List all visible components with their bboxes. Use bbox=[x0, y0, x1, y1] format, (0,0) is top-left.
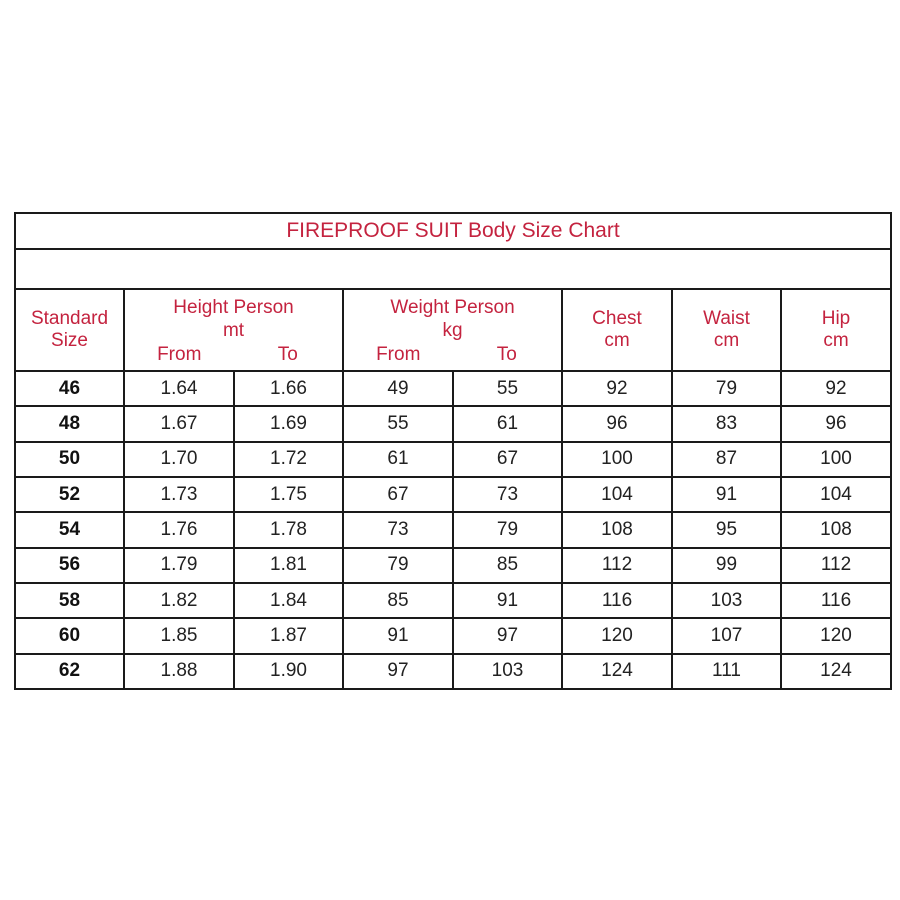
size-cell: 52 bbox=[15, 477, 124, 512]
weight-from-cell: 67 bbox=[343, 477, 453, 512]
table-row bbox=[15, 548, 891, 583]
weight-from-cell: 73 bbox=[343, 512, 453, 547]
header-height-to: To bbox=[277, 344, 298, 365]
chest-cell: 120 bbox=[562, 618, 672, 653]
size-cell: 62 bbox=[15, 654, 124, 689]
weight-to-cell: 79 bbox=[453, 512, 562, 547]
header-waist: Waist cm bbox=[672, 289, 781, 371]
height-to-cell: 1.78 bbox=[234, 512, 343, 547]
waist-cell: 95 bbox=[672, 512, 781, 547]
size-cell: 46 bbox=[15, 371, 124, 406]
chest-cell: 124 bbox=[562, 654, 672, 689]
table-row bbox=[15, 512, 891, 547]
waist-cell: 87 bbox=[672, 442, 781, 477]
weight-to-cell: 91 bbox=[453, 583, 562, 618]
height-to-cell: 1.72 bbox=[234, 442, 343, 477]
hip-cell: 112 bbox=[781, 548, 891, 583]
waist-cell: 99 bbox=[672, 548, 781, 583]
height-to-cell: 1.90 bbox=[234, 654, 343, 689]
height-from-cell: 1.88 bbox=[124, 654, 234, 689]
table-row bbox=[15, 442, 891, 477]
hip-cell: 92 bbox=[781, 371, 891, 406]
chest-cell: 116 bbox=[562, 583, 672, 618]
chest-cell: 92 bbox=[562, 371, 672, 406]
weight-to-cell: 61 bbox=[453, 406, 562, 441]
header-hip: Hip cm bbox=[781, 289, 891, 371]
header-height-from: From bbox=[157, 344, 202, 365]
weight-from-cell: 97 bbox=[343, 654, 453, 689]
table-row bbox=[15, 654, 891, 689]
table-row bbox=[15, 583, 891, 618]
header-weight-from: From bbox=[376, 344, 421, 365]
chest-cell: 112 bbox=[562, 548, 672, 583]
size-chart-table bbox=[14, 212, 892, 690]
table-row bbox=[15, 618, 891, 653]
hip-cell: 120 bbox=[781, 618, 891, 653]
waist-cell: 107 bbox=[672, 618, 781, 653]
size-cell: 56 bbox=[15, 548, 124, 583]
weight-to-cell: 73 bbox=[453, 477, 562, 512]
header-chest: Chest cm bbox=[562, 289, 672, 371]
height-from-cell: 1.70 bbox=[124, 442, 234, 477]
height-from-cell: 1.82 bbox=[124, 583, 234, 618]
height-to-cell: 1.84 bbox=[234, 583, 343, 618]
header-weight-person: Weight Person kg From To bbox=[343, 289, 562, 371]
hip-cell: 116 bbox=[781, 583, 891, 618]
table-row bbox=[15, 477, 891, 512]
waist-cell: 83 bbox=[672, 406, 781, 441]
height-to-cell: 1.66 bbox=[234, 371, 343, 406]
height-to-cell: 1.75 bbox=[234, 477, 343, 512]
weight-to-cell: 97 bbox=[453, 618, 562, 653]
table-row bbox=[15, 406, 891, 441]
weight-from-cell: 55 bbox=[343, 406, 453, 441]
table-row bbox=[15, 371, 891, 406]
weight-from-cell: 61 bbox=[343, 442, 453, 477]
chest-cell: 100 bbox=[562, 442, 672, 477]
chest-cell: 104 bbox=[562, 477, 672, 512]
weight-to-cell: 55 bbox=[453, 371, 562, 406]
waist-cell: 103 bbox=[672, 583, 781, 618]
chart-body bbox=[15, 371, 891, 689]
waist-cell: 79 bbox=[672, 371, 781, 406]
height-to-cell: 1.81 bbox=[234, 548, 343, 583]
weight-to-cell: 67 bbox=[453, 442, 562, 477]
chest-cell: 108 bbox=[562, 512, 672, 547]
size-cell: 50 bbox=[15, 442, 124, 477]
hip-cell: 124 bbox=[781, 654, 891, 689]
height-to-cell: 1.69 bbox=[234, 406, 343, 441]
chest-cell: 96 bbox=[562, 406, 672, 441]
height-from-cell: 1.67 bbox=[124, 406, 234, 441]
height-to-cell: 1.87 bbox=[234, 618, 343, 653]
weight-from-cell: 49 bbox=[343, 371, 453, 406]
height-from-cell: 1.73 bbox=[124, 477, 234, 512]
hip-cell: 100 bbox=[781, 442, 891, 477]
height-from-cell: 1.76 bbox=[124, 512, 234, 547]
hip-cell: 108 bbox=[781, 512, 891, 547]
weight-from-cell: 91 bbox=[343, 618, 453, 653]
height-from-cell: 1.64 bbox=[124, 371, 234, 406]
chart-title: FIREPROOF SUIT Body Size Chart bbox=[15, 213, 891, 249]
size-cell: 58 bbox=[15, 583, 124, 618]
header-height-person: Height Person mt From To bbox=[124, 289, 343, 371]
header-standard-size: Standard Size bbox=[15, 289, 124, 371]
waist-cell: 111 bbox=[672, 654, 781, 689]
hip-cell: 104 bbox=[781, 477, 891, 512]
weight-from-cell: 85 bbox=[343, 583, 453, 618]
weight-to-cell: 85 bbox=[453, 548, 562, 583]
height-from-cell: 1.79 bbox=[124, 548, 234, 583]
waist-cell: 91 bbox=[672, 477, 781, 512]
blank-row bbox=[15, 249, 891, 289]
size-cell: 60 bbox=[15, 618, 124, 653]
size-cell: 48 bbox=[15, 406, 124, 441]
header-weight-to: To bbox=[496, 344, 517, 365]
weight-from-cell: 79 bbox=[343, 548, 453, 583]
weight-to-cell: 103 bbox=[453, 654, 562, 689]
height-from-cell: 1.85 bbox=[124, 618, 234, 653]
size-cell: 54 bbox=[15, 512, 124, 547]
hip-cell: 96 bbox=[781, 406, 891, 441]
